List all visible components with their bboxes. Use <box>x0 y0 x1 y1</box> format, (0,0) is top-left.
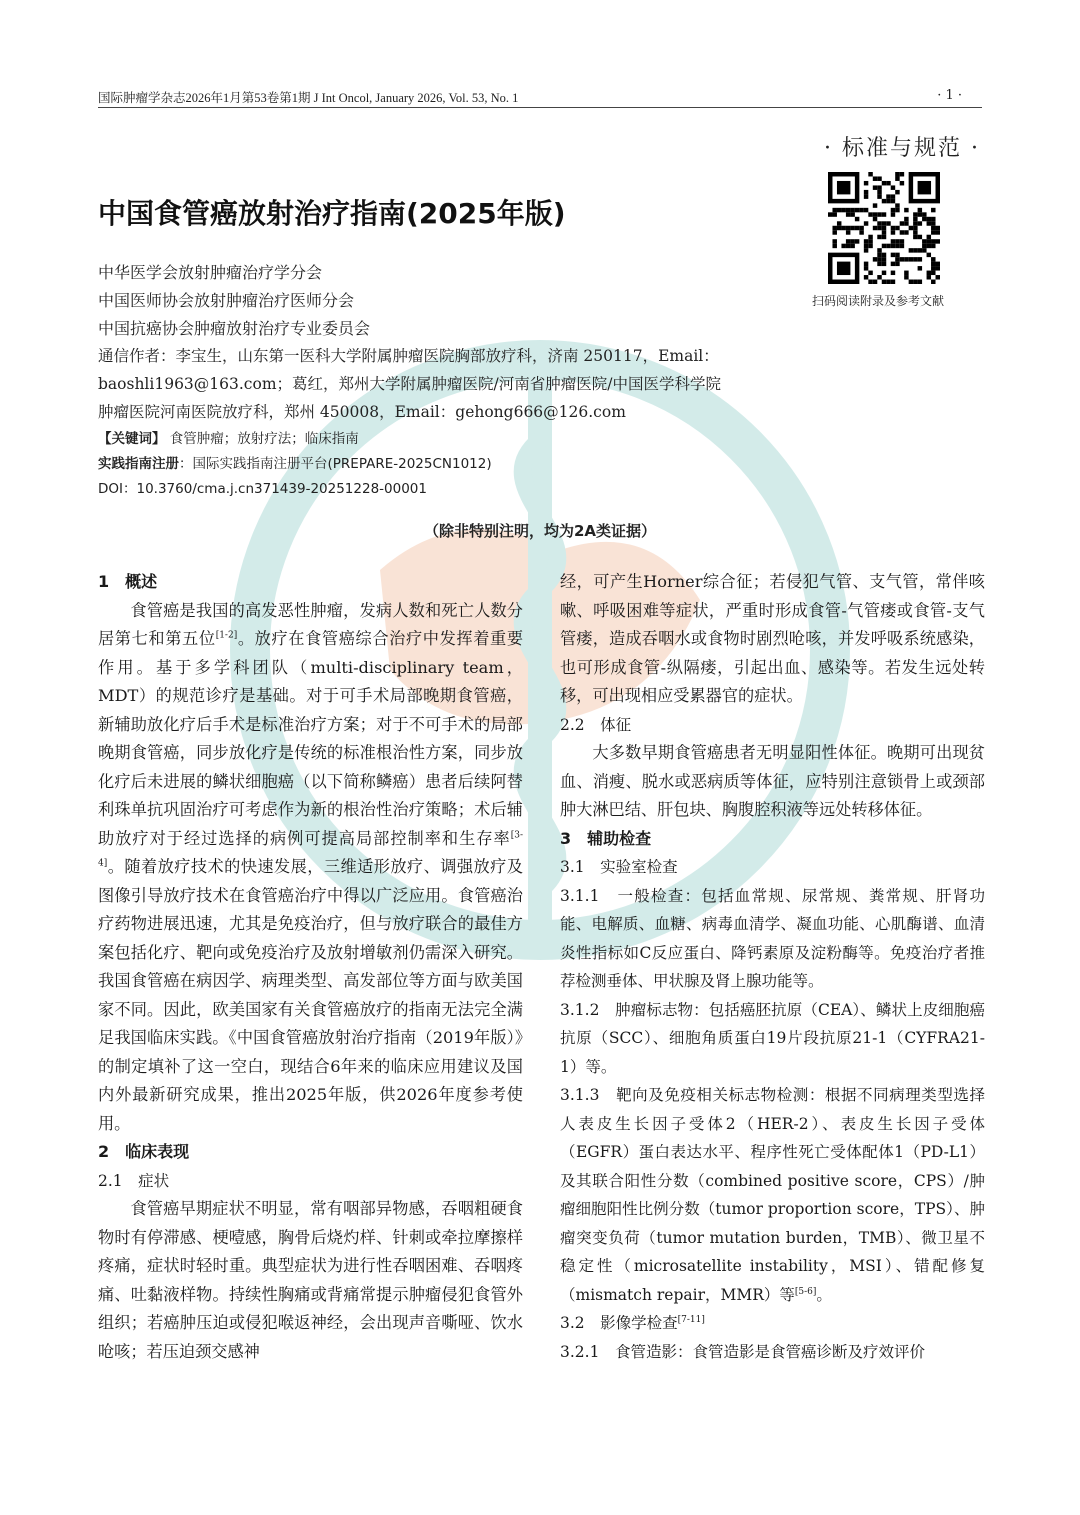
section-2-1-continued: 经，可产生Horner综合征；若侵犯气管、支气管，常伴咳嗽、呼吸困难等症状，严重时形成食管-气管瘘或食管-支气管瘘，造成吞咽水或食物时剧烈呛咳，并发呼吸系统感染，也可形成食管-纵隔瘘，引起出血、感染等。若发生远处转移，可出现相应受累器官的症状。 <box>560 572 985 705</box>
ref-3-4[interactable]: [3-4] <box>98 830 523 869</box>
correspondence-line-2: baoshli1963@163.com；葛红，郑州大学附属肿瘤医院/河南省肿瘤医院/中国医学科学院 <box>98 375 721 393</box>
organization-1: 中华医学会放射肿瘤治疗学分会 <box>98 263 323 282</box>
section-2-2-paragraph: 大多数早期食管癌患者无明显阳性体征。晚期可出现贫血、消瘦、脱水或恶病质等体征，应特别注意锁骨上或颈部肿大淋巴结、肝包块、胸腹腔积液等远处转移体征。 <box>560 743 985 819</box>
section-3-heading: 3 辅助检查 <box>560 828 652 848</box>
section-2-2-heading: 2.2 体征 <box>560 715 632 734</box>
keywords-text: 食管肿瘤；放射疗法；临床指南 <box>169 431 359 447</box>
article-title: 中国食管癌放射治疗指南(2025年版) <box>98 197 566 230</box>
doi[interactable]: DOI：10.3760/cma.j.cn371439-20251228-00001 <box>98 481 427 497</box>
s1-text-b: 。放疗在食管癌综合治疗中发挥着重要作用。基于多学科团队（multi-disciplinary team，MDT）的规范诊疗是基础。对于可手术局部晚期食管癌，新辅助放化疗后手术是标准治疗方案；对于不可手术的局部晚期食管癌，同步放化疗是传统的标准根治性方案，同步放化疗后未进展的鳞状细胞癌（以下简称鳞癌）患者后续阿替利珠单抗巩固治疗可考虑作为新的根治性治疗策略；术后辅助放疗对于经过选择的病例可提高局部控制率和生存率 <box>98 629 524 848</box>
correspondence-line-3: 肿瘤医院河南医院放疗科，郑州 450008，Email：gehong666@126.com <box>98 403 626 421</box>
s313-end: 。 <box>816 1285 832 1304</box>
ref-7-11[interactable]: [7-11] <box>677 1314 705 1325</box>
s1-text-c: 。随着放疗技术的快速发展，三维适形放疗、调强放疗及图像引导放疗技术在食管癌治疗中得以广泛应用。食管癌治疗药物进展迅速，尤其是免疫治疗，但与放疗联合的最佳方案包括化疗、靶向或免疫治疗及放射增敏剂仍需深入研究。我国食管癌在病因学、病理类型、高发部位等方面与欧美国家不同。因此，欧美国家有关食管癌放疗的指南无法完全满足我国临床实践。《中国食管癌放射治疗指南（2019年版）》的制定填补了这一空白，现结合6年来的临床应用建议及国内外最新研究成果，推出2025年版，供2026年度参考使用。 <box>98 857 523 1133</box>
section-3-1-2: 3.1.2 肿瘤标志物：包括癌胚抗原（CEA）、鳞状上皮细胞癌抗原（SCC）、细胞角质蛋白19片段抗原21-1（CYFRA21-1）等。 <box>560 1000 985 1076</box>
left-column <box>98 568 523 1366</box>
keywords-label: 【关键词】 <box>98 431 166 447</box>
section-3-1-heading: 3.1 实验室检查 <box>560 858 678 876</box>
section-1-heading: 1 概述 <box>98 572 158 591</box>
section-3-2-1: 3.2.1 食管造影：食管造影是食管癌诊断及疗效评价 <box>560 1342 925 1361</box>
journal-header: 国际肿瘤学杂志2026年1月第53卷第1期 J Int Oncol, January 2026, Vol. 53, No. 1 <box>98 91 519 105</box>
evidence-note: （除非特别注明，均为2A类证据） <box>423 522 657 540</box>
section-3-2-heading <box>560 1309 985 1338</box>
s313-text: 3.1.3 靶向及免疫相关标志物检测：根据不同病理类型选择人表皮生长因子受体2（HER-2）、表皮生长因子受体（EGFR）蛋白表达水平、程序性死亡受体配体1（PD-L1）及其联合阳性分数（combined positive score，CPS）/肿瘤细胞阳性比例分数（tumor proportion score，TPS）、肿瘤突变负荷（tumor mutation burden，TMB）、微卫星不稳定性（microsatellite instability，MSI）、错配修复（mismatch repair，MMR）等 <box>560 1086 985 1304</box>
header-rule <box>98 107 982 108</box>
right-column <box>560 568 985 1366</box>
s32-heading-text: 3.2 影像学检查 <box>560 1314 678 1332</box>
ref-5-6[interactable]: [5-6] <box>794 1286 817 1297</box>
section-1-paragraph <box>98 597 523 1139</box>
s1-text-a: 食管癌是我国的高发恶性肿瘤，发病人数和死亡人数分居第七和第五位 <box>98 600 523 648</box>
section-2-heading: 2 临床表现 <box>98 1142 190 1161</box>
correspondence-line-1: 通信作者：李宝生，山东第一医科大学附属肿瘤医院胸部放疗科，济南 250117，Email： <box>98 347 719 365</box>
organization-3: 中国抗癌协会肿瘤放射治疗专业委员会 <box>98 319 371 338</box>
page-number: · 1 · <box>937 88 962 103</box>
section-3-1-1: 3.1.1 一般检查：包括血常规、尿常规、粪常规、肝肾功能、电解质、血糖、病毒血清学、凝血功能、心肌酶谱、血清炎性指标如C反应蛋白、降钙素原及淀粉酶等。免疫治疗者推荐检测垂体、甲状腺及肾上腺功能等。 <box>560 886 985 990</box>
section-3-1-3 <box>560 1081 985 1309</box>
qr-code[interactable] <box>828 172 940 284</box>
registration <box>98 452 492 472</box>
registration-label: 实践指南注册 <box>98 456 179 472</box>
qr-caption: 扫码阅读附录及参考文献 <box>812 294 945 308</box>
ref-1-2[interactable]: [1-2] <box>215 630 238 641</box>
section-2-1-heading: 2.1 症状 <box>98 1171 170 1190</box>
registration-text: ：国际实践指南注册平台(PREPARE-2025CN1012) <box>179 456 492 472</box>
organization-2: 中国医师协会放射肿瘤治疗医师分会 <box>98 291 355 310</box>
section-tag: · 标准与规范 · <box>824 136 980 161</box>
section-2-1-paragraph: 食管癌早期症状不明显，常有咽部异物感，吞咽粗硬食物时有停滞感、梗噎感，胸骨后烧灼样、针刺或牵拉摩擦样疼痛，症状时轻时重。典型症状为进行性吞咽困难、吞咽疼痛、吐黏液样物。持续性胸痛或背痛常提示肿瘤侵犯食管外组织；若癌肿压迫或侵犯喉返神经，会出现声音嘶哑、饮水呛咳；若压迫颈交感神 <box>98 1199 523 1361</box>
keywords <box>98 427 359 447</box>
